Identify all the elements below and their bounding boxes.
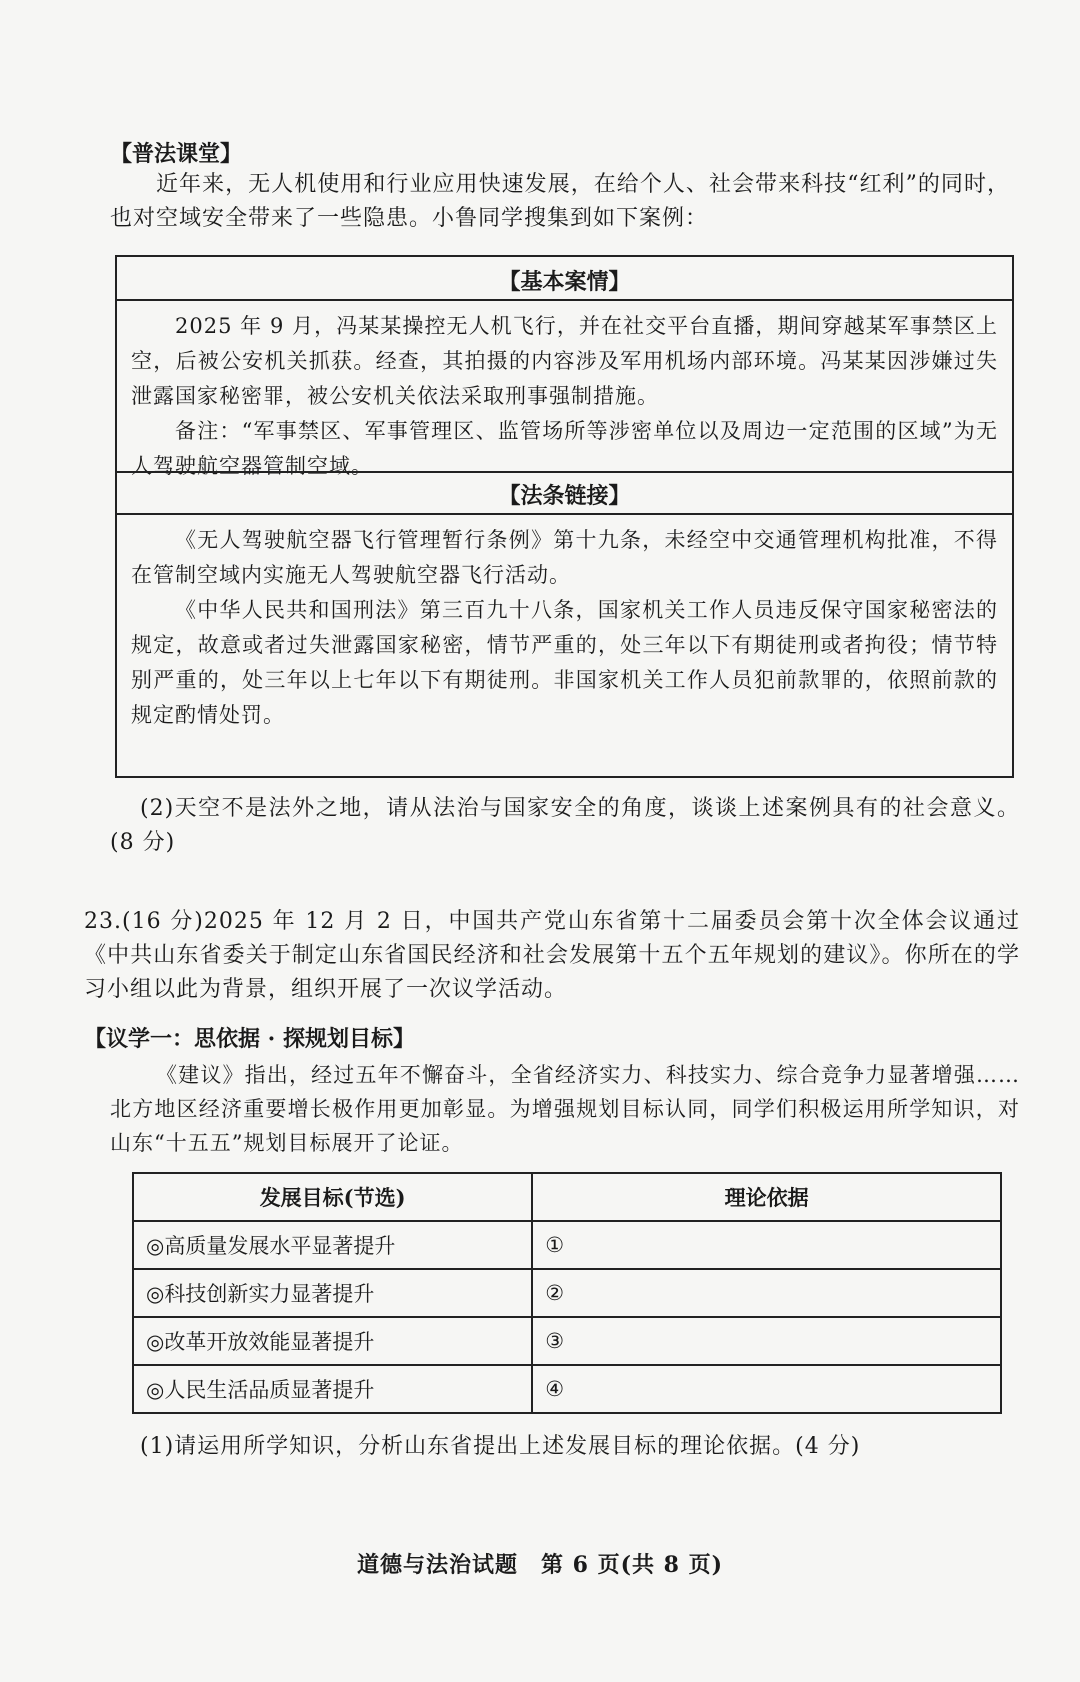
law-text-2: 《中华人民共和国刑法》第三百九十八条，国家机关工作人员违反保守国家秘密法的规定，故意或者过失泄露国家秘密，情节严重的，处三年以下有期徒刑或者拘役；情节特别严重的，处三年以上七年以下有期徒刑。非国家机关工作人员犯前款罪的，依照前款的规定酌情处罚。 bbox=[131, 598, 998, 727]
question-22-2: (2)天空不是法外之地，请从法治与国家安全的角度，谈谈上述案例具有的社会意义。(8 分) bbox=[110, 796, 1020, 855]
box-divider bbox=[117, 299, 1012, 301]
material-paragraph: 《建议》指出，经过五年不懈奋斗，全省经济实力、科技实力、综合竞争力显著增强……北方地区经济重要增长极作用更加彰显。为增强规划目标认同，同学们积极运用所学知识，对山东“十五五”规划目标展开了论证。 bbox=[110, 1063, 1020, 1155]
question-23-stem: 23.(16 分)2025 年 12 月 2 日，中国共产党山东省第十二届委员会第十次全体会议通过《中共山东省委关于制定山东省国民经济和社会发展第十五个五年规划的建议》。你所在的学习小组以此为背景，组织开展了一次议学活动。 bbox=[84, 909, 1020, 1002]
goal-cell: ◎人民生活品质显著提升 bbox=[133, 1365, 532, 1413]
basis-cell: ④ bbox=[532, 1365, 1001, 1413]
table-row bbox=[133, 1317, 1001, 1365]
law-link-title: 【法条链接】 bbox=[498, 483, 631, 509]
case-box bbox=[115, 255, 1014, 778]
table-row bbox=[133, 1221, 1001, 1269]
box-divider bbox=[117, 471, 1012, 473]
case-text: 2025 年 9 月，冯某某操控无人机飞行，并在社交平台直播，期间穿越某军事禁区上空，后被公安机关抓获。经查，其拍摄的内容涉及军用机场内部环境。冯某某因涉嫌过失泄露国家秘密罪，被公安机关依法采取刑事强制措施。 bbox=[131, 314, 998, 408]
basis-cell: ② bbox=[532, 1269, 1001, 1317]
table-header-row bbox=[133, 1173, 1001, 1221]
section-heading: 【普法课堂】 bbox=[110, 141, 243, 167]
law-text-1: 《无人驾驶航空器飞行管理暂行条例》第十九条，未经空中交通管理机构批准，不得在管制空域内实施无人驾驶航空器飞行活动。 bbox=[131, 528, 998, 587]
intro-paragraph: 近年来，无人机使用和行业应用快速发展，在给个人、社会带来科技“红利”的同时，也对空域安全带来了一些隐患。小鲁同学搜集到如下案例： bbox=[110, 172, 1010, 231]
goal-cell: ◎高质量发展水平显著提升 bbox=[133, 1221, 532, 1269]
goal-cell: ◎科技创新实力显著提升 bbox=[133, 1269, 532, 1317]
activity-heading: 【议学一：思依据 · 探规划目标】 bbox=[84, 1026, 415, 1052]
basic-case-title: 【基本案情】 bbox=[498, 269, 631, 295]
question-23-1: (1)请运用所学知识，分析山东省提出上述发展目标的理论依据。(4 分) bbox=[140, 1434, 861, 1459]
goals-table bbox=[132, 1172, 1002, 1414]
table-row bbox=[133, 1269, 1001, 1317]
box-divider bbox=[117, 513, 1012, 515]
note-text: 备注：“军事禁区、军事管理区、监管场所等涉密单位以及周边一定范围的区域”为无人驾驶航空器管制空域。 bbox=[131, 419, 998, 478]
basis-cell: ③ bbox=[532, 1317, 1001, 1365]
table-row bbox=[133, 1365, 1001, 1413]
goal-cell: ◎改革开放效能显著提升 bbox=[133, 1317, 532, 1365]
table-header: 理论依据 bbox=[532, 1173, 1001, 1221]
basis-cell: ① bbox=[532, 1221, 1001, 1269]
table-header: 发展目标(节选) bbox=[133, 1173, 532, 1221]
page-footer: 道德与法治试题 第 6 页(共 8 页) bbox=[356, 1552, 724, 1578]
